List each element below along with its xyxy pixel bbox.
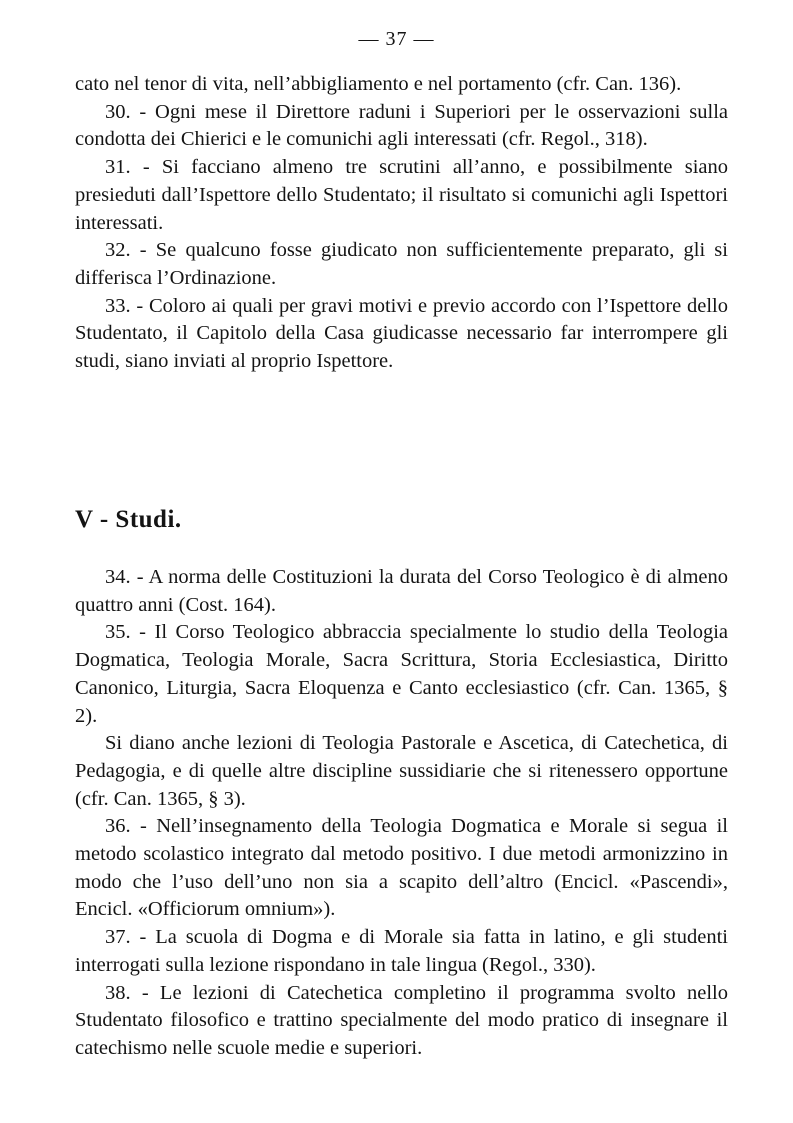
paragraph-35: 35. - Il Corso Teologico abbraccia specialmente lo studio della Teologia Dogmatica, Teologia Morale, Sacra Scrittura, Storia Ecclesiastica, Diritto Canonico, Liturgia, Sacra Eloquenza e Canto ecclesiastico (cfr. Can. 1365, § 2). bbox=[75, 621, 728, 727]
paragraph-37: 37. - La scuola di Dogma e di Morale sia fatta in latino, e gli studenti interrogati sulla lezione rispondano in tale lingua (Regol., 330). bbox=[75, 926, 728, 976]
paragraph-38: 38. - Le lezioni di Catechetica completino il programma svolto nello Studentato filosofico e trattino specialmente del modo pratico di insegnare il catechismo nelle scuole medie e superiori. bbox=[75, 981, 728, 1059]
section-heading: V - Studi. bbox=[75, 506, 182, 533]
paragraph-33: 33. - Coloro ai quali per gravi motivi e previo accordo con l’Ispettore dello Studentato, il Capitolo della Casa giudicasse necessario far interrompere gli studi, siano inviati al proprio Ispettore. bbox=[75, 294, 728, 373]
paragraph-34: 34. - A norma delle Costituzioni la durata del Corso Teologico è di almeno quattro anni (Cost. 164). bbox=[75, 566, 728, 616]
paragraph-35-continued: Si diano anche lezioni di Teologia Pastorale e Ascetica, di Catechetica, di Pedagogia, e di quelle altre discipline sussidiarie che si ritenessero opportune (cfr. Can. 1365, § 3). bbox=[75, 732, 728, 810]
paragraph-32: 32. - Se qualcuno fosse giudicato non sufficientemente preparato, gli si differisca l’Ordinazione. bbox=[75, 239, 728, 289]
paragraph-36: 36. - Nell’insegnamento della Teologia Dogmatica e Morale si segua il metodo scolastico integrato dal metodo positivo. I due metodi armonizzino in modo che l’uso dell’uno non sia a scapito dell’altro (Encicl. «Pascendi», Encicl. «Officiorum omnium»). bbox=[75, 815, 728, 921]
text-block-before-section bbox=[75, 71, 728, 376]
paragraph-continuation: cato nel tenor di vita, nell’abbigliamento e nel portamento (cfr. Can. 136). bbox=[75, 73, 682, 95]
text-block-after-section bbox=[75, 564, 728, 1063]
paragraph-30: 30. - Ogni mese il Direttore raduni i Superiori per le osservazioni sulla condotta dei Chierici e le comunichi agli interessati (cfr. Regol., 318). bbox=[75, 100, 728, 151]
page-number: — 37 — bbox=[358, 28, 435, 50]
paragraph-31: 31. - Si facciano almeno tre scrutini all’anno, e possibilmente siano presieduti dall’Ispettore dello Studentato; il risultato si comunichi agli Ispettori interessati. bbox=[75, 156, 728, 234]
